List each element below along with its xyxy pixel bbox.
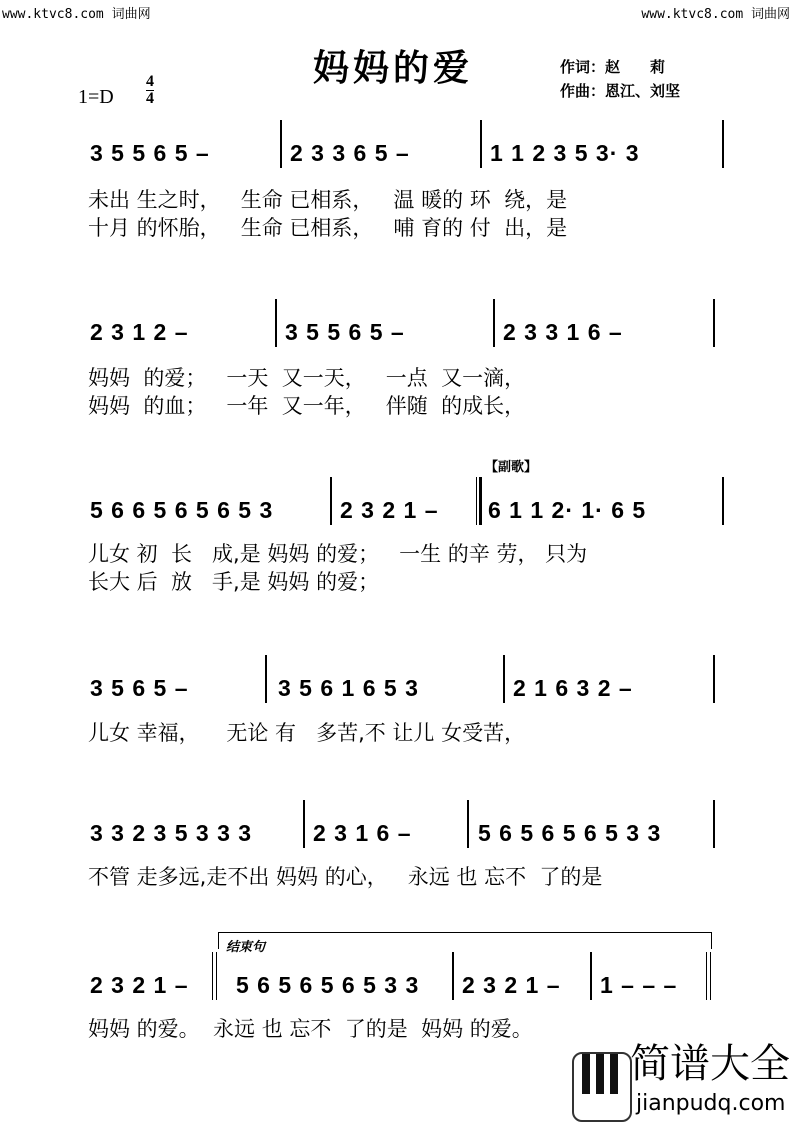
piano-logo-icon: [572, 1052, 632, 1122]
measure: 5 6 5 6 5 6 5 3 3: [236, 972, 420, 998]
barline: [330, 477, 332, 525]
watermark-right: www.ktvc8.com 词曲网: [641, 7, 790, 22]
double-barline: [706, 952, 711, 1000]
ending-label: 结束句: [226, 940, 266, 955]
measure: 2 3 1 6 –: [313, 820, 412, 846]
measure: 3 5 6 5 –: [90, 675, 189, 701]
lyric-line: 儿女 初 长 成,是 妈妈 的爱； 一生 的辛 劳， 只为: [88, 542, 588, 566]
staff-row-5: [88, 820, 728, 860]
barline: [713, 800, 715, 848]
staff-row-3: [88, 497, 728, 537]
lyric-line: 十月 的怀胎， 生命 已相系， 哺 育的 付 出，是: [88, 216, 568, 240]
barline: [713, 299, 715, 347]
measure: 3 5 5 6 5 –: [90, 140, 210, 166]
barline: [467, 800, 469, 848]
barline: [275, 299, 277, 347]
barline: [265, 655, 267, 703]
barline: [503, 655, 505, 703]
measure: 3 5 6 1 6 5 3: [278, 675, 419, 701]
section-label-chorus: 【副歌】: [485, 460, 538, 475]
time-signature: [146, 74, 154, 107]
barline: [722, 477, 724, 525]
key-signature: 1=D: [78, 86, 114, 108]
repeat-barline: [476, 477, 482, 525]
measure: 3 3 2 3 5 3 3 3: [90, 820, 253, 846]
measure: 1 1 2 3 5 3· 3: [490, 140, 640, 166]
barline: [280, 120, 282, 168]
measure: 1 – – –: [600, 972, 678, 998]
measure: 2 3 2 1 –: [90, 972, 189, 998]
ending-bracket: [218, 932, 712, 949]
measure: 2 3 3 1 6 –: [503, 319, 623, 345]
measure: 5 6 6 5 6 5 6 5 3: [90, 497, 274, 523]
barline: [480, 120, 482, 168]
staff-row-6: [88, 972, 728, 1012]
time-top: 4: [146, 73, 154, 90]
barline: [493, 299, 495, 347]
barline: [590, 952, 592, 1000]
staff-row-1: [88, 140, 728, 180]
measure: 5 6 5 6 5 6 5 3 3: [478, 820, 662, 846]
measure: 2 3 1 2 –: [90, 319, 189, 345]
composer: 作曲：恩江、刘坚: [560, 82, 681, 100]
lyric-line: 儿女 幸福， 无论 有 多苦,不 让儿 女受苦，: [88, 721, 526, 745]
measure: 2 3 3 6 5 –: [290, 140, 410, 166]
logo-url: jianpudq.com: [636, 1091, 786, 1116]
measure: 3 5 5 6 5 –: [285, 319, 405, 345]
lyric-line: 妈妈 的血； 一年 又一年， 伴随 的成长，: [88, 394, 526, 418]
lyric-line: 妈妈 的爱； 一天 又一天， 一点 又一滴，: [88, 366, 526, 390]
watermark-left: www.ktvc8.com 词曲网: [2, 7, 151, 22]
measure: 2 1 6 3 2 –: [513, 675, 633, 701]
staff-row-2: [88, 319, 728, 359]
lyric-line: 妈妈 的爱。 永远 也 忘不 了的是 妈妈 的爱。: [88, 1017, 533, 1041]
logo-name: 简谱大全: [630, 1041, 790, 1087]
measure: 2 3 2 1 –: [340, 497, 439, 523]
staff-row-4: [88, 675, 728, 715]
barline: [713, 655, 715, 703]
lyric-line: 不管 走多远,走不出 妈妈 的心， 永远 也 忘不 了的是: [88, 865, 603, 889]
lyricist: 作词：赵 莉: [560, 58, 666, 76]
double-barline: [212, 952, 217, 1000]
lyric-line: 未出 生之时， 生命 已相系， 温 暖的 环 绕，是: [88, 188, 568, 212]
lyric-line: 长大 后 放 手,是 妈妈 的爱；: [88, 570, 380, 594]
barline: [303, 800, 305, 848]
time-bottom: 4: [146, 90, 154, 107]
barline: [452, 952, 454, 1000]
measure: 6 1 1 2· 1· 6 5: [488, 497, 647, 523]
barline: [722, 120, 724, 168]
song-title: 妈妈的爱: [313, 47, 474, 89]
measure: 2 3 2 1 –: [462, 972, 561, 998]
